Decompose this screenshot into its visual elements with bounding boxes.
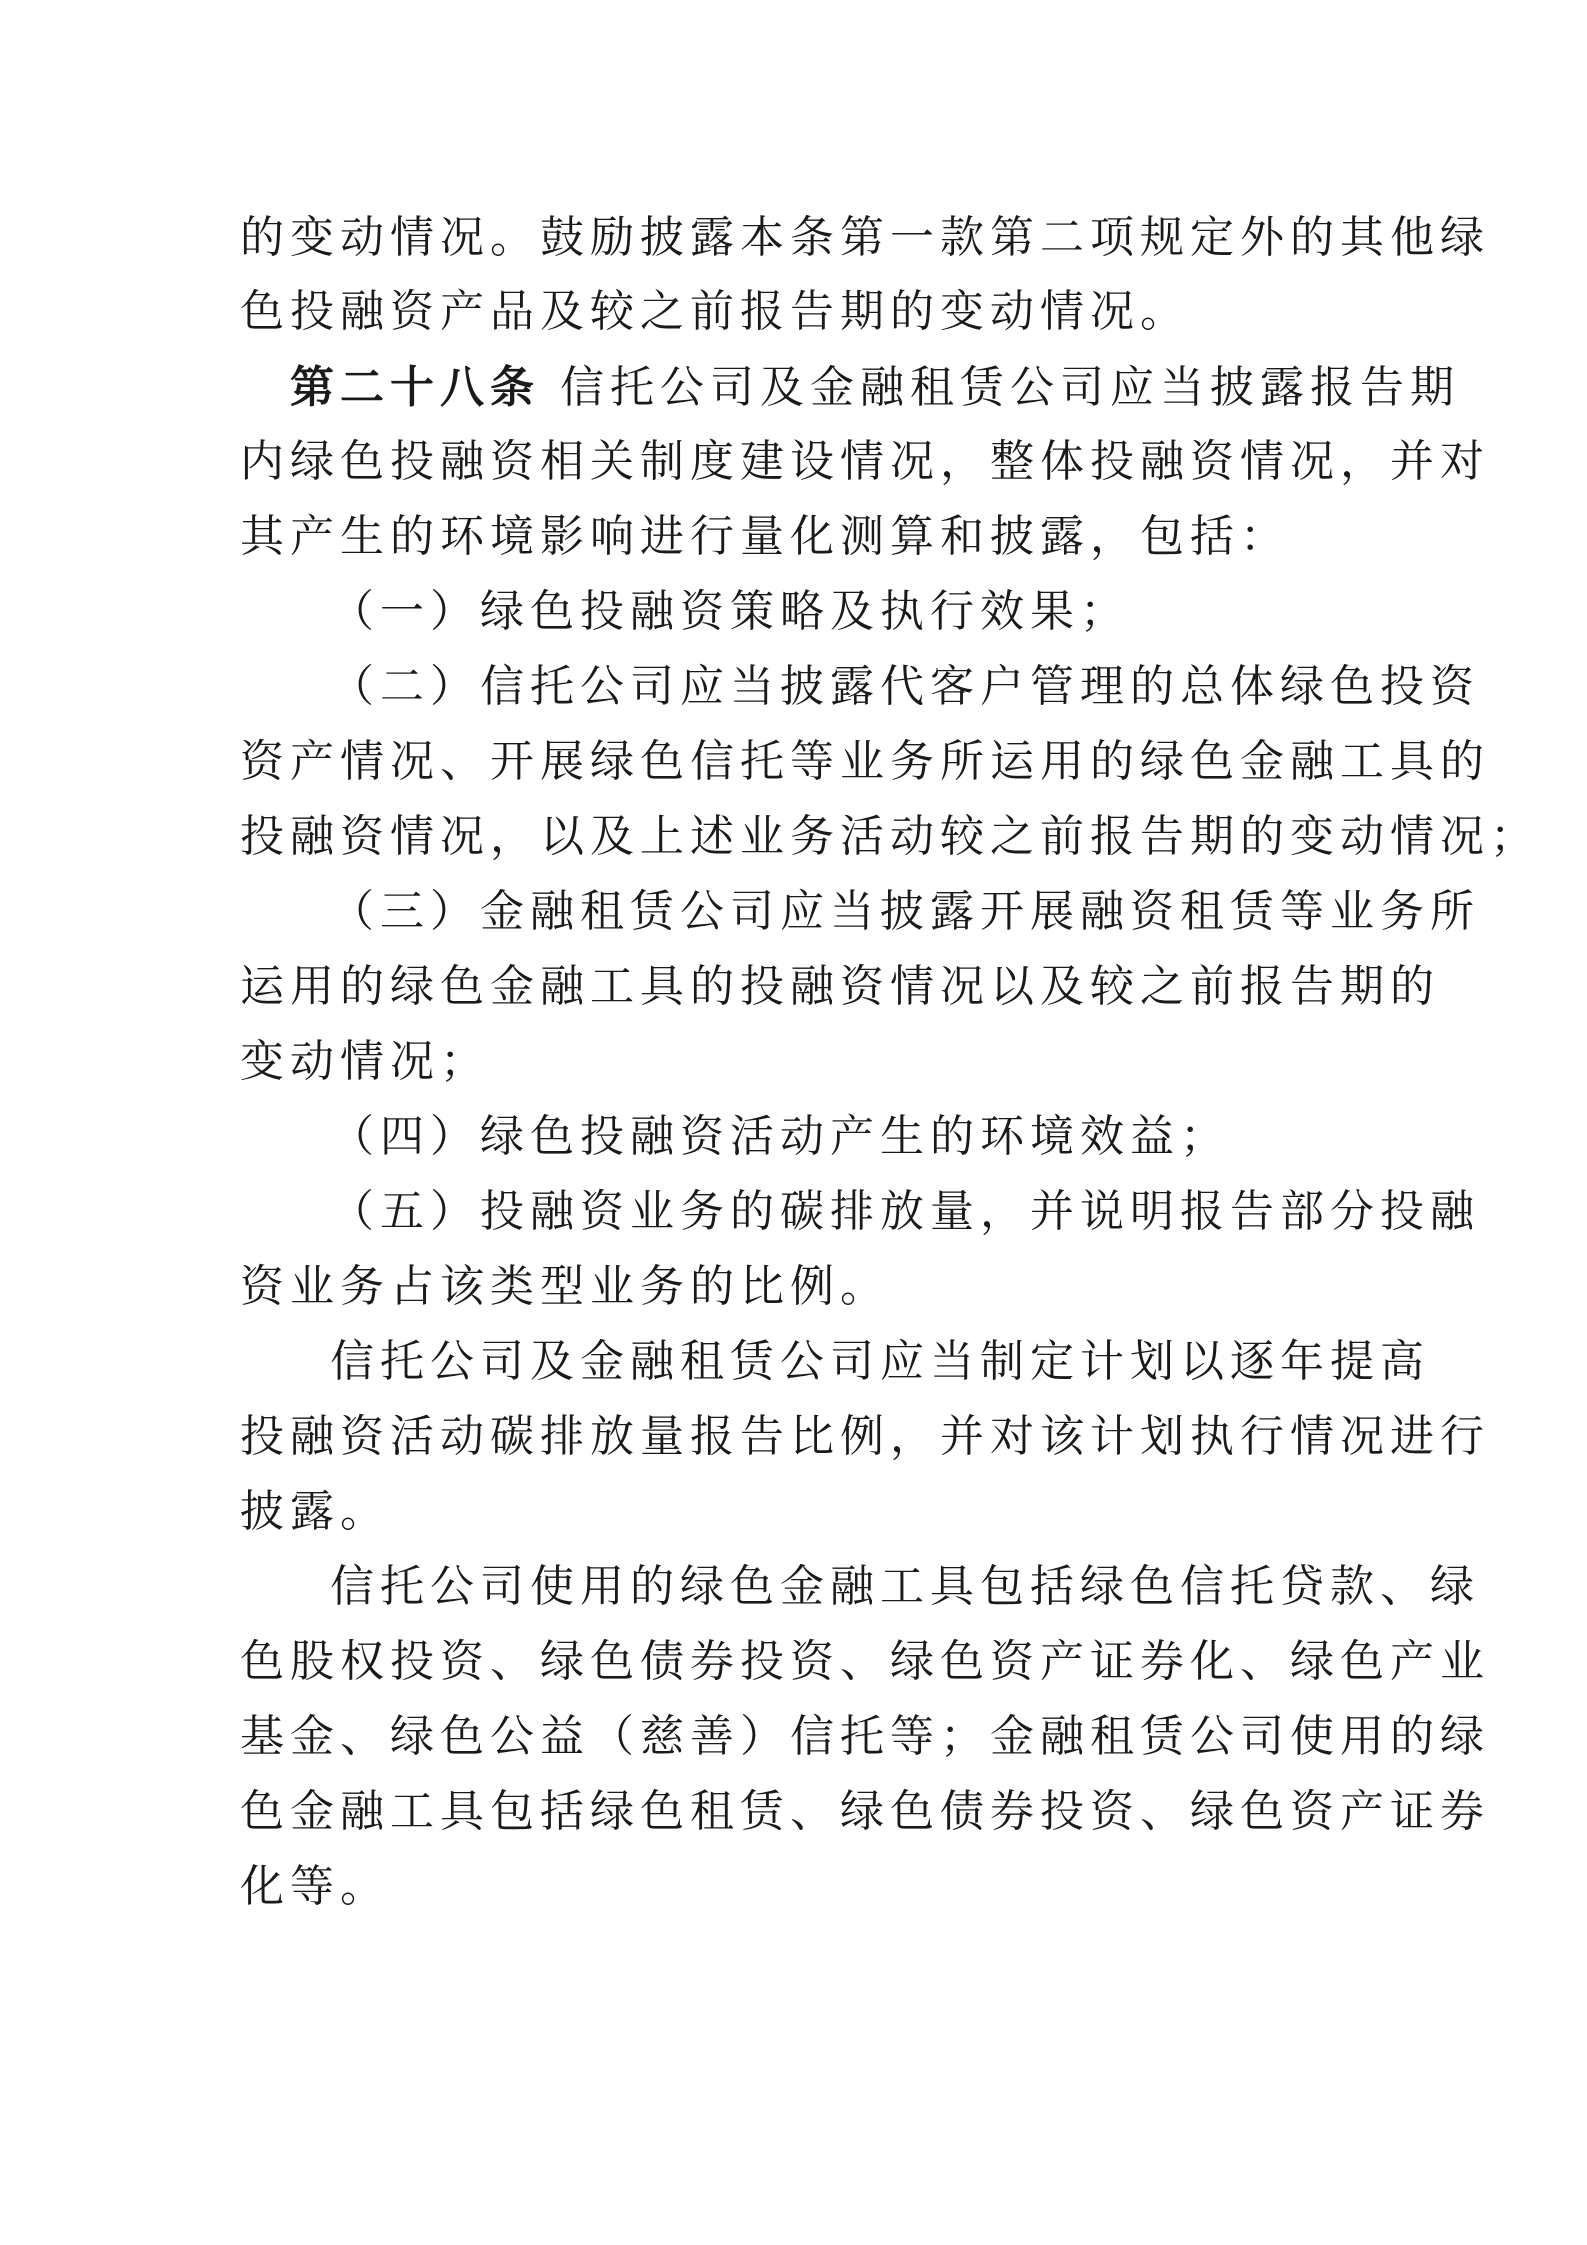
paragraph-start: 信托公司及金融租赁公司应当制定计划以逐年提高 [330,1336,1430,1387]
text-line: 披露。 [240,1486,390,1537]
text-line: 资业务占该类型业务的比例。 [240,1261,890,1312]
list-item: （四）绿色投融资活动产生的环境效益； [330,1111,1230,1162]
text-line: 投融资活动碳排放量报告比例，并对该计划执行情况进行 [240,1411,1490,1462]
paragraph-start: 信托公司使用的绿色金融工具包括绿色信托贷款、绿 [330,1561,1480,1612]
list-item: （二）信托公司应当披露代客户管理的总体绿色投资 [330,661,1480,712]
list-item: （五）投融资业务的碳排放量，并说明报告部分投融 [330,1186,1480,1237]
text-line: 内绿色投融资相关制度建设情况，整体投融资情况，并对 [240,436,1490,487]
text-line: 投融资情况，以及上述业务活动较之前报告期的变动情况； [240,811,1540,862]
text-line: 色投融资产品及较之前报告期的变动情况。 [240,286,1190,337]
article-number: 第二十八条 [290,362,540,413]
article-text: 信托公司及金融租赁公司应当披露报告期 [560,362,1460,413]
text-line: 色股权投资、绿色债券投资、绿色资产证券化、绿色产业 [240,1636,1490,1687]
text-line: 运用的绿色金融工具的投融资情况以及较之前报告期的 [240,961,1440,1012]
article-28-line [290,360,1460,416]
text-line: 其产生的环境影响进行量化测算和披露，包括： [240,511,1290,562]
list-item: （一）绿色投融资策略及执行效果； [330,586,1130,637]
text-line: 的变动情况。鼓励披露本条第一款第二项规定外的其他绿 [240,212,1490,263]
text-line: 变动情况； [240,1036,490,1087]
text-line: 色金融工具包括绿色租赁、绿色债券投资、绿色资产证券 [240,1786,1490,1837]
list-item: （三）金融租赁公司应当披露开展融资租赁等业务所 [330,886,1480,937]
text-line: 化等。 [240,1861,390,1912]
text-line: 资产情况、开展绿色信托等业务所运用的绿色金融工具的 [240,736,1490,787]
text-line: 基金、绿色公益（慈善）信托等；金融租赁公司使用的绿 [240,1711,1490,1762]
